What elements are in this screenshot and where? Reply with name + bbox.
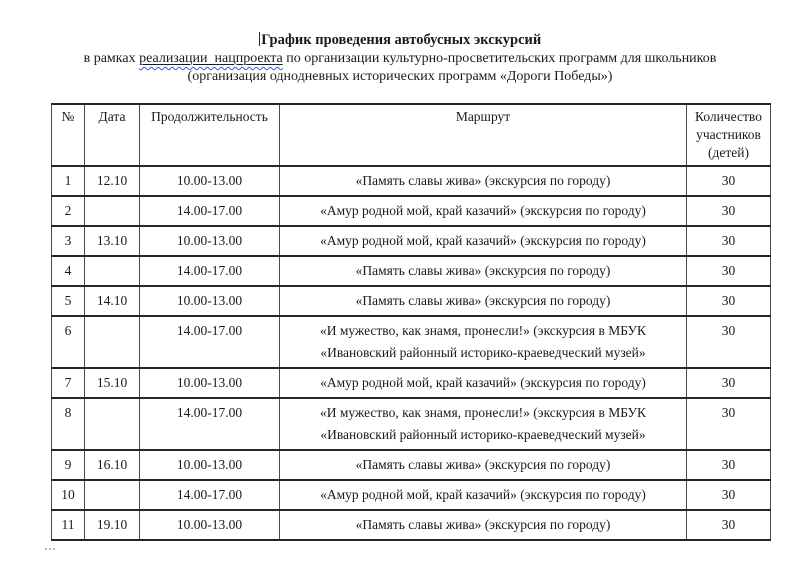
cell-num: 5 xyxy=(52,286,85,316)
cell-num: 2 xyxy=(52,196,85,226)
text-cursor-caret xyxy=(259,32,261,46)
document-header xyxy=(40,30,760,85)
cell-num: 10 xyxy=(52,480,85,510)
cell-route: «Амур родной мой, край казачий» (экскурсия по городу) xyxy=(280,226,687,256)
schedule-table xyxy=(51,103,771,541)
cell-date: 19.10 xyxy=(85,510,140,540)
cell-num: 7 xyxy=(52,368,85,398)
table-row xyxy=(52,316,771,368)
cell-count: 30 xyxy=(687,286,771,316)
cell-num: 9 xyxy=(52,450,85,480)
cell-time: 10.00-13.00 xyxy=(140,166,280,196)
table-row xyxy=(52,166,771,196)
cell-route: «Память славы жива» (экскурсия по городу) xyxy=(280,286,687,316)
cell-time: 14.00-17.00 xyxy=(140,316,280,368)
subtitle-line1 xyxy=(40,50,760,68)
col-header-duration: Продолжительность xyxy=(140,104,280,166)
cell-route: «Память славы жива» (экскурсия по городу) xyxy=(280,510,687,540)
col-header-date: Дата xyxy=(85,104,140,166)
cell-num: 4 xyxy=(52,256,85,286)
cell-time: 14.00-17.00 xyxy=(140,196,280,226)
cell-count: 30 xyxy=(687,226,771,256)
cell-count: 30 xyxy=(687,368,771,398)
col-header-num: № xyxy=(52,104,85,166)
cell-count: 30 xyxy=(687,256,771,286)
cell-time: 10.00-13.00 xyxy=(140,226,280,256)
spellcheck-artifact-mark xyxy=(45,544,55,550)
cell-time: 14.00-17.00 xyxy=(140,398,280,450)
cell-time: 14.00-17.00 xyxy=(140,256,280,286)
cell-route: «Амур родной мой, край казачий» (экскурсия по городу) xyxy=(280,480,687,510)
cell-count: 30 xyxy=(687,316,771,368)
document-title xyxy=(40,30,760,50)
table-row xyxy=(52,286,771,316)
cell-date: 14.10 xyxy=(85,286,140,316)
table-row xyxy=(52,256,771,286)
cell-time: 10.00-13.00 xyxy=(140,450,280,480)
cell-route: «Амур родной мой, край казачий» (экскурсия по городу) xyxy=(280,196,687,226)
table-row xyxy=(52,398,771,450)
table-row xyxy=(52,510,771,540)
cell-date xyxy=(85,480,140,510)
cell-date xyxy=(85,398,140,450)
table-header-row xyxy=(52,104,771,166)
cell-route: «Память славы жива» (экскурсия по городу) xyxy=(280,450,687,480)
cell-date: 12.10 xyxy=(85,166,140,196)
cell-num: 3 xyxy=(52,226,85,256)
cell-date: 16.10 xyxy=(85,450,140,480)
cell-route: «И мужество, как знамя, пронесли!» (экскурсия в МБУК «Ивановский районный историко-краеведческий музей» xyxy=(280,316,687,368)
cell-time: 10.00-13.00 xyxy=(140,286,280,316)
cell-count: 30 xyxy=(687,398,771,450)
cell-count: 30 xyxy=(687,166,771,196)
cell-time: 10.00-13.00 xyxy=(140,368,280,398)
subtitle-prefix: в рамках xyxy=(83,51,140,66)
spellcheck-underline xyxy=(139,51,283,66)
cell-count: 30 xyxy=(687,480,771,510)
cell-date xyxy=(85,196,140,226)
underlined-phrase: реализации нацпроекта xyxy=(139,51,283,66)
cell-time: 14.00-17.00 xyxy=(140,480,280,510)
cell-route: «И мужество, как знамя, пронесли!» (экскурсия в МБУК «Ивановский районный историко-краеведческий музей» xyxy=(280,398,687,450)
table-row xyxy=(52,480,771,510)
table-row xyxy=(52,450,771,480)
subtitle-line2: (организация однодневных исторических программ «Дороги Победы») xyxy=(187,68,613,84)
table-row xyxy=(52,196,771,226)
subtitle-suffix: по организации культурно-просветительских программ для школьников xyxy=(282,51,717,66)
cell-num: 8 xyxy=(52,398,85,450)
cell-num: 11 xyxy=(52,510,85,540)
cell-date: 13.10 xyxy=(85,226,140,256)
cell-num: 6 xyxy=(52,316,85,368)
cell-route: «Память славы жива» (экскурсия по городу) xyxy=(280,166,687,196)
cell-count: 30 xyxy=(687,196,771,226)
col-header-route: Маршрут xyxy=(280,104,687,166)
cell-route: «Амур родной мой, край казачий» (экскурсия по городу) xyxy=(280,368,687,398)
cell-date: 15.10 xyxy=(85,368,140,398)
cell-count: 30 xyxy=(687,510,771,540)
table-row xyxy=(52,226,771,256)
cell-route: «Память славы жива» (экскурсия по городу) xyxy=(280,256,687,286)
cell-num: 1 xyxy=(52,166,85,196)
document-title-text: График проведения автобусных экскурсий xyxy=(261,32,542,48)
table-row xyxy=(52,368,771,398)
cell-time: 10.00-13.00 xyxy=(140,510,280,540)
cell-date xyxy=(85,316,140,368)
cell-count: 30 xyxy=(687,450,771,480)
cell-date xyxy=(85,256,140,286)
col-header-count: Количество участников (детей) xyxy=(687,104,771,166)
